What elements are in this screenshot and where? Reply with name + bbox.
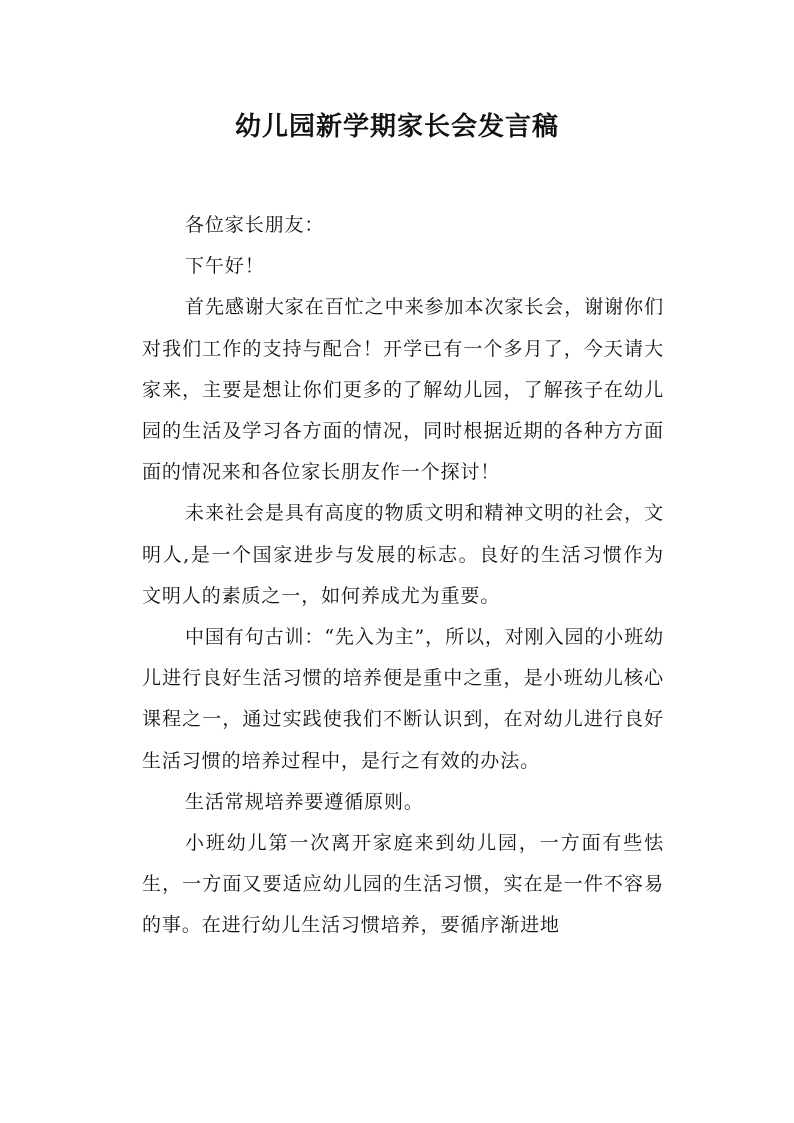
paragraph: 首先感谢大家在百忙之中来参加本次家长会，谢谢你们对我们工作的支持与配合！开学已有一个多月了，今天请大家来，主要是想让你们更多的了解幼儿园，了解孩子在幼儿园的生活及学习各方面的情况，同时根据近期的各种方方面面的情况来和各位家长朋友作一个探讨！ — [142, 296, 664, 484]
document-body — [142, 205, 664, 947]
paragraph: 小班幼儿第一次离开家庭来到幼儿园，一方面有些怯生，一方面又要适应幼儿园的生活习惯，实在是一件不容易的事。在进行幼儿生活习惯培养，要循序渐进地 — [142, 832, 664, 937]
paragraph: 未来社会是具有高度的物质文明和精神文明的社会，文明人,是一个国家进步与发展的标志。良好的生活习惯作为文明人的素质之一，如何养成尤为重要。 — [142, 502, 664, 607]
paragraph-greeting: 下午好！ — [185, 255, 265, 278]
document-title: 幼儿园新学期家长会发言稿 — [234, 112, 559, 142]
paragraph: 生活常规培养要遵循原则。 — [185, 790, 424, 813]
paragraph-salutation: 各位家长朋友： — [185, 214, 325, 236]
paragraph: 中国有句古训：“先入为主”，所以，对刚入园的小班幼儿进行良好生活习惯的培养便是重中之重，是小班幼儿核心课程之一，通过实践使我们不断认识到，在对幼儿进行良好生活习惯的培养过程中，是行之有效的办法。 — [142, 626, 664, 772]
